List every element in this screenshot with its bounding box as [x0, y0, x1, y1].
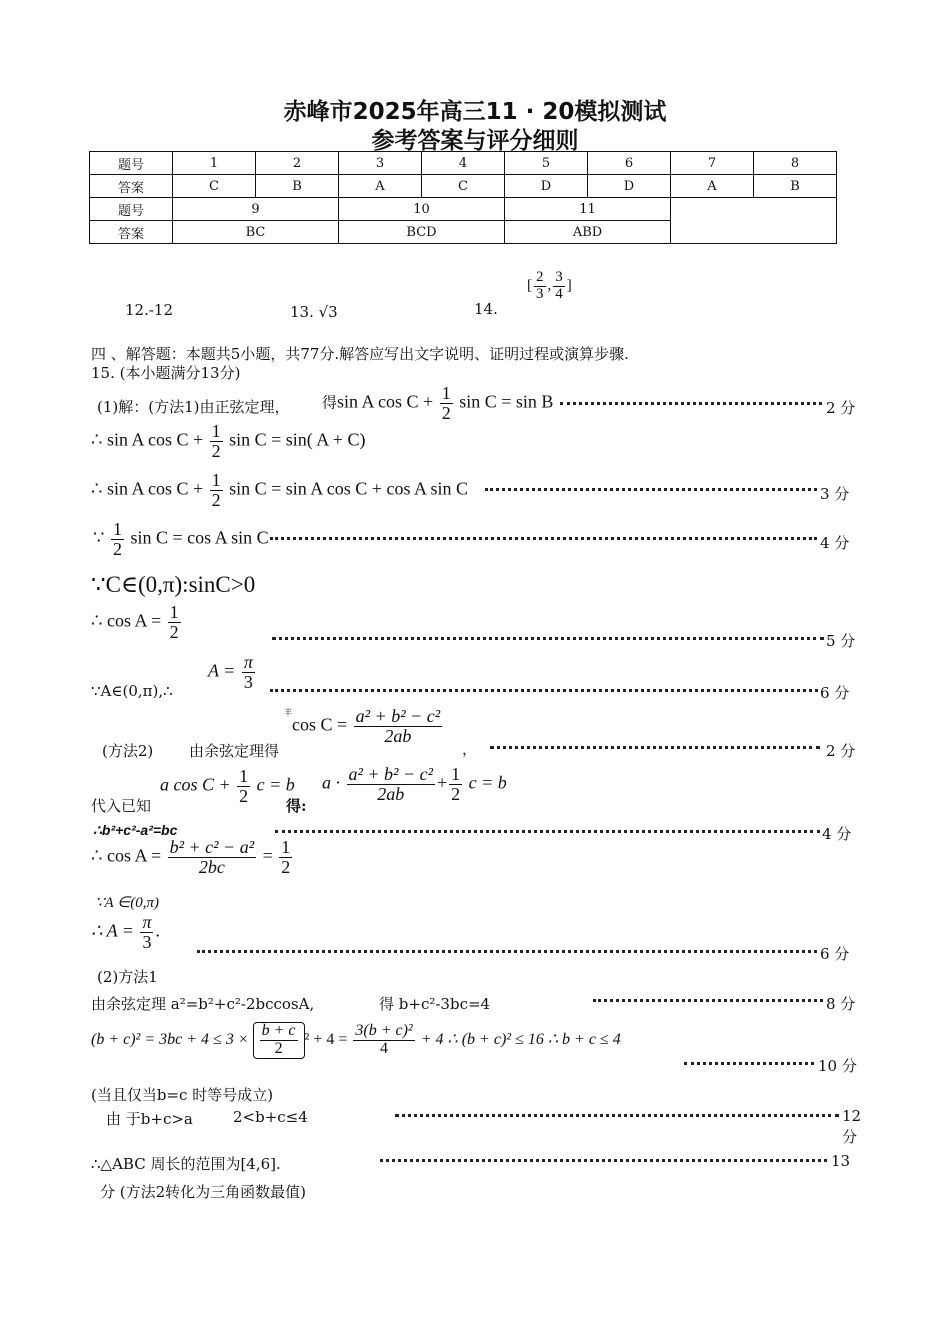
leader-dots: [490, 746, 820, 749]
score-mark: 3 分: [820, 485, 850, 503]
answer-q12: 12.-12: [125, 301, 174, 319]
method2-de: 得:: [286, 797, 307, 815]
table-cell: 9: [173, 198, 339, 221]
row-label: 答案: [90, 221, 173, 244]
part2-cosine-rule: 由余弦定理 a²=b²+c²-2bccosA,: [91, 995, 315, 1013]
part2-since: 由 于b+c>a: [106, 1110, 193, 1128]
leader-dots: [485, 488, 817, 491]
answer-q14-interval: [ $\frac{2}{3}$ , $\frac{3}{4}$ ]: [527, 269, 572, 302]
part1-eq3: ∴ sin A cos C + $\frac{1}{2}$ sin C = sin A cos C + cos A sin C: [91, 470, 468, 510]
part1-eq1: 得sin A cos C + $\frac{1}{2}$ sin C = sin B: [322, 383, 554, 423]
score-mark: 4 分: [822, 825, 852, 843]
answer-table: [89, 151, 837, 244]
leader-dots: [272, 637, 824, 640]
leader-dots: [197, 950, 817, 953]
page-title: 赤峰市2025年高三11 · 20模拟测试: [283, 99, 667, 125]
table-cell: 6: [588, 152, 671, 175]
table-cell: BC: [173, 221, 339, 244]
table-cell: B: [754, 175, 837, 198]
table-cell: C: [173, 175, 256, 198]
empty-cell: [671, 198, 837, 244]
row-label: 题号: [90, 198, 173, 221]
score-mark: 8 分: [826, 995, 856, 1013]
method2-given-eq: a cos C + $\frac{1}{2}$ c = b: [160, 766, 295, 806]
table-cell: 2: [256, 152, 339, 175]
answer-q14-label: 14.: [474, 300, 498, 318]
score-mark: 2 分: [826, 399, 856, 417]
part1-eq2: ∴ sin A cos C + $\frac{1}{2}$ sin C = sin( A + C): [91, 421, 366, 461]
score-mark: 4 分: [820, 534, 850, 552]
table-cell: A: [339, 175, 422, 198]
table-cell: 11: [505, 198, 671, 221]
part2-conclusion: ∴△ABC 周长的范围为[4,6].: [91, 1155, 281, 1173]
method2-cosA: ∴ cos A = $\frac{\text{b² + c² − a²}}{2bc}$ = $\frac{1}{2}$: [91, 837, 291, 877]
part1-range: ∵A∈(0,π),∴: [91, 682, 173, 700]
row-label: 答案: [90, 175, 173, 198]
table-cell: BCD: [339, 221, 505, 244]
table-cell: 4: [422, 152, 505, 175]
method2-A-range: ∵A ∈(0,π): [95, 895, 160, 911]
table-row: [90, 175, 837, 198]
method2-A-value: ∴ A = $\frac{\pi}{3}$ .: [91, 912, 160, 952]
part2-heading: (2)方法1: [97, 968, 158, 986]
part1-cosA: ∴ cos A = $\frac{1}{2}$: [91, 602, 179, 642]
part1-eq4: ∵ $\frac{1}{2}$ sin C = cos A sin C: [93, 519, 269, 559]
method2-cosC: $^丰$cos C = $\frac{\text{a² + b² − c²}}{2ab}$: [284, 706, 441, 746]
table-cell: A: [671, 175, 754, 198]
table-cell: 5: [505, 152, 588, 175]
score-mark: 10 分: [818, 1057, 857, 1075]
method2-label: (方法2): [102, 742, 154, 760]
score-mark: 6 分: [820, 945, 850, 963]
table-row: [90, 152, 837, 175]
leader-dots: [275, 830, 820, 833]
table-cell: 7: [671, 152, 754, 175]
table-cell: 1: [173, 152, 256, 175]
score-mark: 13: [831, 1152, 851, 1170]
score-mark: 2 分: [826, 742, 856, 760]
leader-dots: [593, 999, 823, 1002]
table-row: [90, 198, 837, 221]
leader-dots: [684, 1062, 814, 1065]
leader-dots: [270, 537, 817, 540]
table-cell: 8: [754, 152, 837, 175]
part1-intro: (1)解：(方法1)由正弦定理，: [97, 398, 290, 416]
leader-dots: [395, 1114, 839, 1117]
score-mark: 6 分: [820, 684, 850, 702]
part1-condition: ∵C∈(0,π):sinC>0: [91, 572, 256, 597]
leader-dots: [560, 402, 822, 405]
answer-q13: 13. √3: [290, 303, 338, 321]
score-mark: 12: [842, 1107, 862, 1125]
score-mark: 分: [842, 1128, 858, 1146]
part2-note: 分 (方法2转化为三角函数最值): [100, 1183, 307, 1201]
method2-bc-line: ∴b²+c²-a²=bc: [93, 822, 178, 838]
part1-A-value: A = $\frac{\pi}{3}$: [208, 652, 253, 692]
section-heading: 四 、解答题：本题共5小题，共77分.解答应写出文字说明、证明过程或演算步骤.: [91, 345, 629, 363]
method2-sub-eq: a · $\frac{\text{a² + b² − c²}}{2ab}$ + $\frac{1}{2}$ c = b: [322, 764, 507, 804]
method2-given-label: 代入已知: [91, 797, 152, 815]
row-label: 题号: [90, 152, 173, 175]
part2-inequality: (b + c)² = 3bc + 4 ≤ 3 × $\frac{b + c}{2}$ ² + 4 = $\frac{\text{3(b + c)²}}{4}$ + 4 ∴ (b + c)² ≤ 16 ∴ b + c ≤ 4: [91, 1022, 621, 1057]
table-cell: ABD: [505, 221, 671, 244]
question-title: 15. (本小题满分13分): [91, 364, 241, 382]
table-cell: C: [422, 175, 505, 198]
part2-range: 2<b+c≤4: [233, 1108, 308, 1126]
leader-dots: [380, 1159, 827, 1162]
table-cell: 10: [339, 198, 505, 221]
table-cell: D: [505, 175, 588, 198]
table-cell: D: [588, 175, 671, 198]
part2-equality: (当且仅当b=c 时等号成立): [91, 1086, 274, 1104]
leader-dots: [270, 689, 818, 692]
method2-cosine-rule: 由余弦定理得: [189, 742, 280, 760]
comma: ，: [462, 740, 478, 758]
page-subtitle: 参考答案与评分细则: [371, 128, 579, 154]
table-cell: B: [256, 175, 339, 198]
part2-derived: 得 b+c²-3bc=4: [379, 995, 491, 1013]
table-cell: 3: [339, 152, 422, 175]
score-mark: 5 分: [826, 632, 856, 650]
